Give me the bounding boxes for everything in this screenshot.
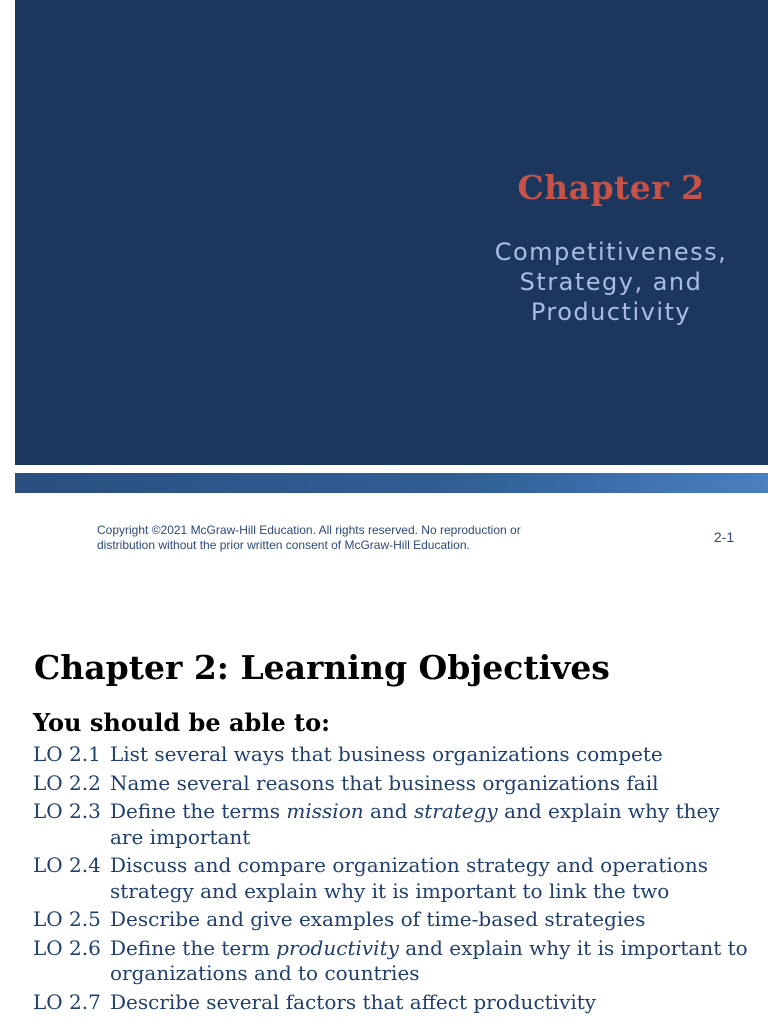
chapter-subtitle-line: Strategy, and [519,268,703,296]
learning-objective-code: LO 2.5 [33,907,101,931]
learning-objective-text [110,799,753,850]
learning-objective-text [110,742,753,768]
objective-text-segment: and [363,799,414,823]
emphasized-term: productivity [276,935,399,960]
objective-text-segment: Describe several factors that affect productivity [110,989,597,1014]
objective-text-segment: Describe and give examples of time-based strategies [110,907,646,931]
objective-text-segment: List several ways that business organizations compete [110,742,663,766]
learning-objective-code: LO 2.6 [33,935,101,960]
objective-text-segment: and explain why it is important to organizations and to countries [110,935,748,985]
title-slide-panel [15,0,768,465]
learning-objective-code: LO 2.7 [33,989,101,1014]
slide-page-number: 2-1 [713,529,735,545]
learning-objectives-list [33,742,753,1018]
chapter-subtitle-line: Competitiveness, [494,238,728,266]
objective-text-segment: Define the term [110,935,277,960]
emphasized-term: strategy [413,799,498,823]
objective-text-segment: Name several reasons that business organizations fail [110,770,659,795]
emphasized-term: mission [286,799,364,823]
copyright-line: distribution without the prior written consent of McGraw-Hill Education. [97,538,470,552]
learning-objective-code: LO 2.1 [33,742,101,766]
learning-objectives-intro: You should be able to: [33,708,330,737]
learning-objective-item [33,742,753,768]
learning-objective-item [33,936,753,987]
copyright-notice [97,523,617,553]
objective-text-segment: Discuss and compare organization strategy and operations strategy and explain why it is important to link the two [110,853,708,903]
objective-text-segment: and explain why they are important [110,799,720,849]
learning-objective-text [110,771,753,797]
learning-objectives-title: Chapter 2: Learning Objectives [34,648,610,687]
copyright-line: Copyright ©2021 McGraw-Hill Education. All rights reserved. No reproduction or [97,523,521,537]
objective-text-segment: Define the terms [110,799,287,823]
learning-objective-text [110,936,753,987]
learning-objective-item [33,907,753,933]
chapter-label: Chapter 2 [517,168,705,207]
learning-objective-code: LO 2.4 [33,853,101,877]
learning-objective-item [33,799,753,850]
learning-objective-text [110,907,753,933]
title-slide-accent-bar [15,473,768,493]
learning-objective-code: LO 2.2 [33,770,101,795]
learning-objective-item [33,853,753,904]
chapter-subtitle [480,237,742,327]
learning-objective-item [33,990,753,1016]
learning-objective-item [33,771,753,797]
title-slide-divider [15,465,749,473]
learning-objective-code: LO 2.3 [33,799,101,823]
learning-objective-text [110,853,753,904]
learning-objective-text [110,990,753,1016]
chapter-subtitle-line: Productivity [530,298,692,326]
